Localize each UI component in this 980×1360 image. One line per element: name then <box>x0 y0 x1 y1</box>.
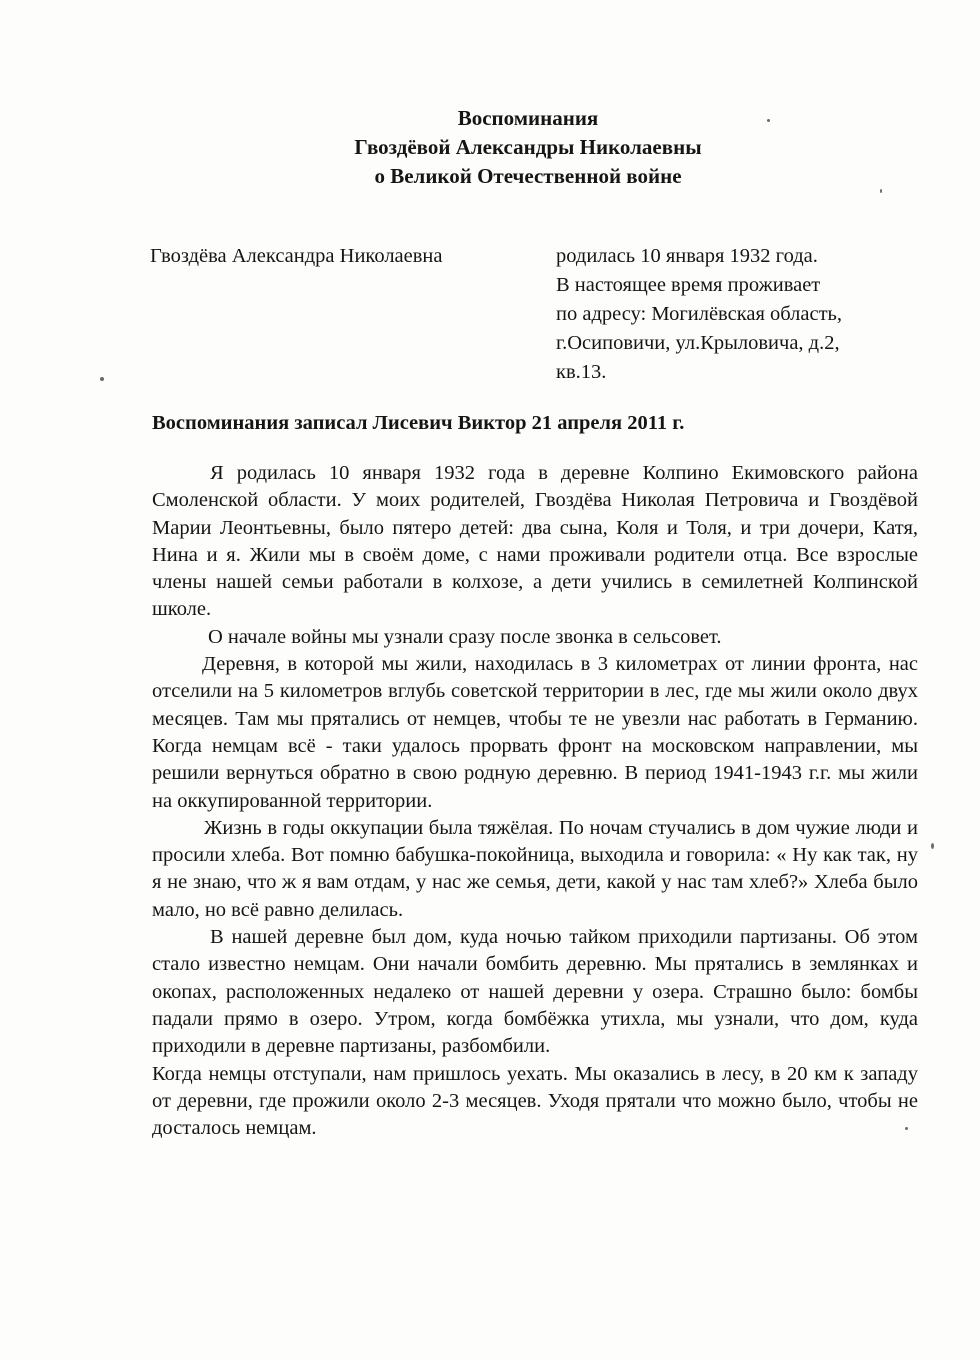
paragraph-childhood: Я родилась 10 января 1932 года в деревне Колпино Екимовского района Смоленской области. У моих родителей, Гвоздёва Николая Петровича и Гвоздёвой Марии Леонтьевны, было пятеро детей: два сына, Коля и Толя, и три дочери, Катя, Нина и я. Жили мы в своём доме, с нами проживали родители отца. Все взрослые члены нашей семьи работали в колхозе, а дети учились в семилетней Колпинской школе. <box>152 462 918 621</box>
paragraph-evacuation: Деревня, в которой мы жили, находилась в 3 километрах от линии фронта, нас отселили на 5 километров вглубь советской территории в лес, где мы жили около двух месяцев. Там мы прятались от немцев, чтобы те не увезли нас работать в Германию. Когда немцам всё - таки удалось прорвать фронт на московском направлении, мы решили вернуться обратно в свою родную деревню. В период 1941-1943 г.г. мы жили на оккупированной территории. <box>152 653 918 812</box>
scan-speck <box>100 377 104 381</box>
paragraph-partisans: В нашей деревне был дом, куда ночью тайком приходили партизаны. Об этом стало известно немцам. Они начали бомбить деревню. Мы прятались в землянках и окопах, расположенных недалеко от нашей деревни у озера. Страшно было: бомбы падали прямо в озеро. Утром, когда бомбёжка утихла, мы узнали, что дом, куда приходили в деревне партизаны, разбомбили. <box>152 926 918 1058</box>
title-line-3: о Великой Отечественной войне <box>374 164 682 188</box>
scan-speck <box>905 1127 908 1130</box>
title-line-2: Гвоздёвой Александры Николаевны <box>354 135 702 159</box>
person-name: Гвоздёва Александра Николаевна <box>150 245 443 267</box>
document-title <box>0 104 980 191</box>
recorded-by-line: Воспоминания записал Лисевич Виктор 21 апреля 2011 г. <box>152 412 685 434</box>
person-details <box>556 242 842 387</box>
scan-speck <box>931 843 934 849</box>
birth-date-line: родилась 10 января 1932 года. <box>556 245 818 267</box>
residence-line: В настоящее время проживает <box>556 274 821 296</box>
address-line-3: кв.13. <box>556 361 607 383</box>
paragraph-retreat: Когда немцы отступали, нам пришлось уехать. Мы оказались в лесу, в 20 км к западу от деревни, где прожили около 2-3 месяцев. Уходя прятали что можно было, чтобы не досталось немцам. <box>152 1062 918 1140</box>
scan-speck <box>880 189 882 193</box>
scan-speck <box>767 119 770 122</box>
address-line-2: г.Осиповичи, ул.Крыловича, д.2, <box>556 332 840 354</box>
paragraph-occupation: Жизнь в годы оккупации была тяжёлая. По ночам стучались в дом чужие люди и просили хлеба. Вот помню бабушка-покойница, выходила и говорила: « Ну как так, ну я не знаю, что ж я вам отдам, у нас же семья, дети, какой у нас там хлеб?» Хлеба было мало, но всё равно делилась. <box>152 816 918 921</box>
paragraph-war-start: О начале войны мы узнали сразу после звонка в сельсовет. <box>208 625 722 648</box>
title-line-1: Воспоминания <box>457 106 599 130</box>
memoir-text <box>152 460 918 1142</box>
address-line-1: по адресу: Могилёвская область, <box>556 303 843 325</box>
